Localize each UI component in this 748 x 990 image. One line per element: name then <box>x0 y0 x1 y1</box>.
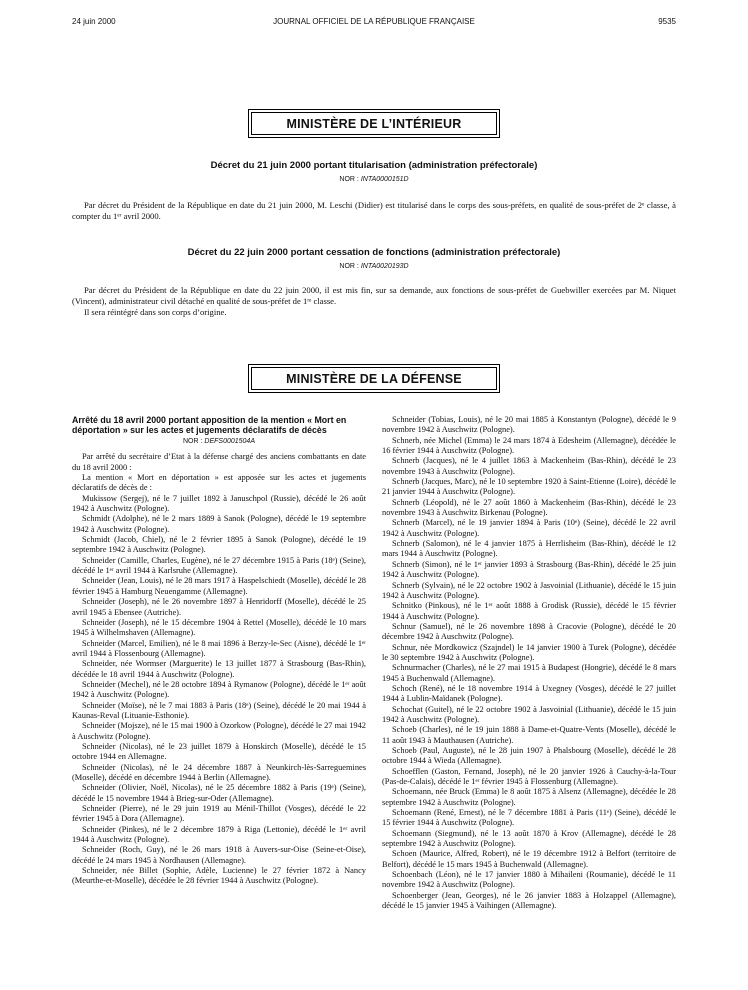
list-item: Schnerb (Marcel), né le 19 janvier 1894 à Paris (10ᵉ) (Seine), décédé le 22 avril 1942 à Auschwitz (Pologne). <box>382 518 676 538</box>
decree2-title: Décret du 22 juin 2000 portant cessation de fonctions (administration préfectorale) <box>187 247 561 258</box>
list-item: Schneider (Marcel, Emilien), né le 8 mai 1896 à Berzy-le-Sec (Aisne), décédé le 1ᵉʳ avril 1944 à Flossenbourg (Allemagne). <box>72 638 366 658</box>
list-item: Schneider, née Wormser (Marguerite) le 13 juillet 1877 à Strasbourg (Bas-Rhin), décédée le 18 avril 1944 à Auschwitz (Pologne). <box>72 659 366 679</box>
decree2-paragraph-2: Il sera réintégré dans son corps d’origine. <box>84 307 227 317</box>
list-item: Schmidt (Adolphe), né le 2 mars 1889 à Sanok (Pologne), décédé le 19 septembre 1942 à Auschwitz (Pologne). <box>72 514 366 534</box>
list-item: Schnerb (Simon), né le 1ᵉʳ janvier 1893 à Strasbourg (Bas-Rhin), décédé le 25 juin 1942 à Auschwitz (Pologne). <box>382 559 676 580</box>
list-item: Schnurmacher (Charles), né le 27 mai 1915 à Budapest (Hongrie), décédé le 8 mars 1945 à Buchenwald (Allemagne). <box>382 663 676 683</box>
decree2-body <box>72 285 676 318</box>
arrete-nor-code: DEFS0001504A <box>204 438 255 445</box>
header-journal-title: JOURNAL OFFICIEL DE LA RÉPUBLIQUE FRANÇAISE <box>273 17 475 26</box>
arrete-intro-1: Par arrêté du secrétaire d’Etat à la défense chargé des anciens combattants en date du 18 avril 2000 : <box>72 452 366 472</box>
decree2-nor-code: INTA0020193D <box>360 263 409 270</box>
list-item: Schoen (Maurice, Alfred, Robert), né le 19 décembre 1912 à Belfort (territoire de Belfort), décédé le 15 mars 1945 à Buchenwald (Allemagne). <box>382 849 676 869</box>
list-item: Schneider (Jean, Louis), né le 28 mars 1917 à Haspelschiedt (Moselle), décédé le 28 février 1945 à Hamburg Neuengamme (Allemagne). <box>72 576 366 596</box>
list-item: Schoeb (Paul, Auguste), né le 28 juin 1907 à Phalsbourg (Moselle), décédé le 28 octobre 1944 à Wieda (Allemagne). <box>382 746 676 766</box>
running-header <box>72 17 676 29</box>
list-item: Schneider (Joseph), né le 26 novembre 1897 à Henridorff (Moselle), décédé le 25 avril 1945 à Ebensee (Autriche). <box>72 597 366 617</box>
list-item: Schnerb (Salomon), né le 4 janvier 1875 à Herrlisheim (Bas-Rhin), décédé le 12 mars 1944 à Auschwitz (Pologne). <box>382 539 676 559</box>
right-column <box>382 415 676 912</box>
list-item: Schnerb (Jacques, Marc), né le 10 septembre 1920 à Saint-Etienne (Loire), décédé le 21 janvier 1944 à Auschwitz (Pologne). <box>382 477 676 497</box>
list-item: Schnerb (Sylvain), né le 22 octobre 1902 à Jasvoinial (Lithuanie), décédé le 15 juin 1942 à Auschwitz (Pologne). <box>382 580 676 600</box>
list-item: Schoemann (René, Ernest), né le 7 décembre 1881 à Paris (11ᵉ) (Seine), décédé le 15 février 1944 à Auschwitz (Pologne). <box>382 808 676 828</box>
list-item: Schneider (Roch, Guy), né le 26 mars 1918 à Auvers-sur-Oise (Seine-et-Oise), décédé le 24 mars 1945 à Nordhausen (Allemagne). <box>72 845 366 865</box>
list-item: Schochat (Guitel), né le 22 octobre 1902 à Jasvoinial (Lithuanie), décédé le 15 juin 1942 à Auschwitz (Pologne). <box>382 704 676 724</box>
list-item: Schnerb, née Michel (Emma) le 24 mars 1874 à Edesheim (Allemagne), décédée le 16 février 1944 à Auschwitz (Pologne). <box>382 435 676 456</box>
list-item: Schnerb (Jacques), né le 4 juillet 1863 à Mackenheim (Bas-Rhin), décédé le 23 novembre 1943 à Auschwitz (Pologne). <box>382 456 676 476</box>
decree2-nor-label: NOR : <box>339 263 359 270</box>
ministry-interior-heading: MINISTÈRE DE L’INTÉRIEUR <box>251 112 497 135</box>
list-item: Schoeb (Charles), né le 19 juin 1888 à Dame-et-Quatre-Vents (Moselle), décédé le 11 août 1943 à Mauthausen (Autriche). <box>382 725 676 745</box>
list-item: Schneider (Tobias, Louis), né le 20 mai 1885 à Konstantyn (Pologne), décédé le 9 novembre 1942 à Auschwitz (Pologne). <box>382 415 676 435</box>
list-item: Schnur, née Mordkowicz (Szajndel) le 14 janvier 1900 à Turek (Pologne), décédée le 30 septembre 1942 à Auschwitz (Pologne). <box>382 642 676 662</box>
list-item: Schnur (Samuel), né le 26 novembre 1898 à Cracovie (Pologne), décédé le 20 décembre 1942 à Auschwitz (Pologne). <box>382 621 676 642</box>
list-item: Schoch (René), né le 18 novembre 1914 à Uxegney (Vosges), décédé le 27 juillet 1944 à Lublin-Maïdanek (Pologne). <box>382 683 676 704</box>
list-item: Schneider (Camille, Charles, Eugène), né le 27 décembre 1915 à Paris (18ᵉ) (Seine), décédé le 1ᵉʳ avril 1944 à Karlsruhe (Allemagne). <box>72 555 366 576</box>
arrete-nor-label: NOR : <box>183 438 203 445</box>
decree1-title: Décret du 21 juin 2000 portant titularisation (administration préfectorale) <box>210 160 538 171</box>
decree1-paragraph: Par décret du Président de la République en date du 21 juin 2000, M. Leschi (Didier) est titularisé dans le corps des sous-préfets, en qualité de sous-préfet de 2ᵉ classe, à compter du 1ᵉʳ avril 2000. <box>72 200 676 221</box>
list-item: Schneider (Pinkes), né le 2 décembre 1879 à Riga (Lettonie), décédé le 1ᵉʳ avril 1944 à Auschwitz (Pologne). <box>72 824 366 845</box>
list-item: Schneider (Mojsze), né le 15 mai 1900 à Ozorkow (Pologne), décédé le 27 mai 1942 à Auschwitz (Pologne). <box>72 721 366 741</box>
decree1-nor-code: INTA0000151D <box>360 176 409 183</box>
ministry-interior-box <box>248 109 500 138</box>
list-item: Schoefflen (Gaston, Fernand, Joseph), né le 20 janvier 1926 à Cauchy-à-la-Tour (Pas-de-Calais), décédé le 1ᵉʳ février 1945 à Flossenburg (Allemagne). <box>382 766 676 787</box>
decree1-body <box>72 200 676 222</box>
list-item: Schoenberger (Jean, Georges), né le 26 janvier 1883 à Holzappel (Allemagne), décédé le 15 janvier 1945 à Vaihingen (Allemagne). <box>382 890 676 911</box>
list-item: Schneider (Nicolas), né le 24 décembre 1887 à Neunkirch-lès-Sarreguemines (Moselle), décédé en décembre 1944 à Berlin (Allemagne). <box>72 762 366 782</box>
header-page-number: 9535 <box>658 17 676 26</box>
list-item: Schneider (Moïse), né le 7 mai 1883 à Paris (18ᵉ) (Seine), décédé le 20 mai 1944 à Kaunas-Reval (Lituanie-Esthonie). <box>72 700 366 720</box>
list-item: Schneider (Olivier, Noël, Nicolas), né le 25 décembre 1882 à Paris (19ᵉ) (Seine), décédé le 15 novembre 1944 à Brieg-sur-Oder (Allemagne). <box>72 783 366 803</box>
ministry-defense-heading: MINISTÈRE DE LA DÉFENSE <box>251 367 497 390</box>
list-item: Schnitko (Pinkous), né le 1ᵉʳ août 1888 à Grodisk (Russie), décédé le 15 février 1944 à Auschwitz (Pologne). <box>382 601 676 621</box>
list-item: Schoemann, née Bruck (Emma) le 8 août 1875 à Alsenz (Allemagne), décédée le 28 septembre 1942 à Auschwitz (Pologne). <box>382 787 676 807</box>
list-item: Schoemann (Siegmund), né le 13 août 1870 à Krov (Allemagne), décédé le 28 septembre 1942 à Auschwitz (Pologne). <box>382 828 676 849</box>
list-item: Schneider, née Billet (Sophie, Adèle, Lucienne) le 27 février 1872 à Nancy (Meurthe-et-Moselle), décédée le 28 février 1944 à Auschwitz (Pologne). <box>72 866 366 886</box>
ministry-defense-box <box>248 364 500 393</box>
arrete-title: Arrêté du 18 avril 2000 portant apposition de la mention « Mort en déportation » sur les actes et jugements déclaratifs de décès <box>72 415 347 435</box>
list-item: Mukissow (Sergej), né le 7 juillet 1892 à Januschpol (Russie), décédé le 26 août 1942 à Auschwitz (Pologne). <box>72 493 366 514</box>
header-date: 24 juin 2000 <box>72 17 116 26</box>
list-item: Schneider (Mechel), né le 28 octobre 1894 à Rymanow (Pologne), décédé le 1ᵉʳ août 1942 à Auschwitz (Pologne). <box>72 679 366 700</box>
list-item: Schnerb (Léopold), né le 27 août 1860 à Mackenheim (Bas-Rhin), décédé le 23 novembre 1943 à Auschwitz Birkenau (Pologne). <box>382 497 676 518</box>
decree2-nor <box>60 263 688 270</box>
list-item: Schneider (Nicolas), né le 23 juillet 1879 à Honskirch (Moselle), décédé le 15 octobre 1944 en Allemagne. <box>72 741 366 762</box>
list-item: Schneider (Pierre), né le 29 juin 1919 au Ménil-Thillot (Vosges), décédé le 22 février 1945 à Dora (Allemagne). <box>72 804 366 824</box>
arrete-nor <box>72 437 366 447</box>
list-item: Schmidt (Jacob, Chiel), né le 2 février 1895 à Sanok (Pologne), décédé le 19 septembre 1942 à Auschwitz (Pologne). <box>72 535 366 555</box>
arrete-intro-2: La mention « Mort en déportation » est apposée sur les actes et jugements déclaratifs de décès de : <box>72 473 366 493</box>
list-item: Schoenbach (Léon), né le 17 janvier 1880 à Mihaileni (Roumanie), décédé le 11 novembre 1942 à Auschwitz (Pologne). <box>382 870 676 890</box>
decree1-nor-label: NOR : <box>339 176 359 183</box>
left-column <box>72 415 366 887</box>
list-item: Schneider (Joseph), né le 15 décembre 1904 à Rettel (Moselle), décédé le 10 mars 1945 à Wilhelmshaven (Allemagne). <box>72 617 366 638</box>
decree1-nor <box>60 176 688 183</box>
decree2-paragraph-1: Par décret du Président de la République en date du 22 juin 2000, il est mis fin, sur sa demande, aux fonctions de sous-préfet de Guebwiller exercées par M. Niquet (Vincent), administrateur civil détaché en qualité de sous-préfet de 1ʳᵉ classe. <box>72 285 676 306</box>
